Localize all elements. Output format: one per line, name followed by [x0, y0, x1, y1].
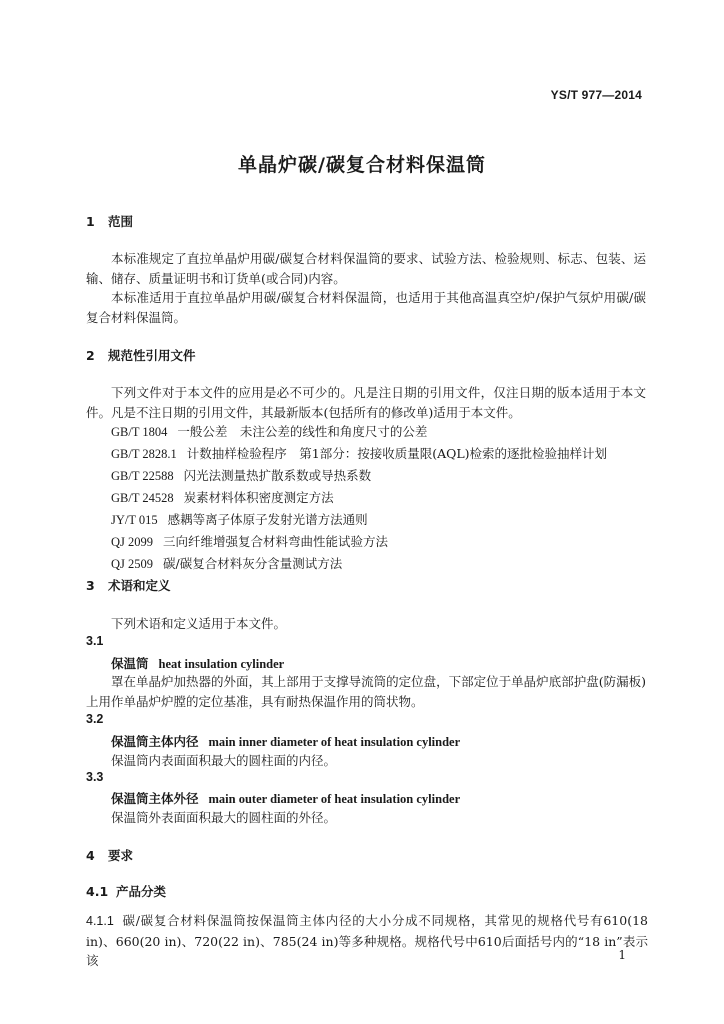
reference-code: JY/T 015 [111, 513, 158, 527]
reference-name: 闪光法测量热扩散系数或导热系数 [183, 468, 372, 483]
page-number: 1 [618, 948, 626, 962]
reference-name: 一般公差 未注公差的线性和角度尺寸的公差 [177, 424, 428, 439]
section-4-heading [86, 846, 133, 864]
section-number: 2 [86, 348, 95, 363]
section-1-paragraph-2: 本标准适用于直拉单晶炉用碳/碳复合材料保温筒，也适用于其他高温真空炉/保护气氛炉用碳/碳复合材料保温筒。 [86, 290, 646, 325]
term-definition: 罩在单晶炉加热器的外面，其上部用于支撑导流筒的定位盘，下部定位于单晶炉底部护盘(防漏板)上用作单晶炉炉膛的定位基准，具有耐热保温作用的筒状物。 [86, 674, 646, 709]
term-number: 3.1 [86, 634, 104, 648]
subsection-number: 4.1 [86, 884, 109, 899]
reference-name: 碳/碳复合材料灰分含量测试方法 [163, 556, 343, 571]
reference-code: QJ 2099 [111, 535, 154, 549]
term-chinese: 保温筒 [111, 656, 149, 671]
term-definition: 保温筒内表面面积最大的圆柱面的内径。 [111, 753, 337, 768]
reference-name: 炭素材料体积密度测定方法 [183, 490, 334, 505]
term-heading [111, 789, 460, 807]
reference-code: QJ 2509 [111, 557, 154, 571]
section-title: 规范性引用文件 [108, 348, 196, 363]
section-title: 术语和定义 [108, 578, 171, 593]
subsection-title: 产品分类 [116, 884, 167, 899]
reference-name: 感耦等离子体原子发射光谱方法通则 [167, 512, 368, 527]
reference-code: GB/T 1804 [111, 425, 168, 439]
term-english: main inner diameter of heat insulation cylinder [208, 735, 461, 749]
reference-code: GB/T 24528 [111, 491, 174, 505]
section-number: 4 [86, 848, 95, 863]
reference-code: GB/T 22588 [111, 469, 174, 483]
subsection-heading [86, 882, 166, 900]
term-number: 3.3 [86, 770, 104, 784]
reference-item [111, 444, 607, 462]
reference-item [111, 422, 427, 440]
section-1-heading [86, 212, 133, 230]
reference-name: 计数抽样检验程序 第1部分：按接收质量限(AQL)检索的逐批检验抽样计划 [186, 446, 608, 461]
section-3-paragraph-1: 下列术语和定义适用于本文件。 [111, 616, 287, 631]
clause-text: 碳/碳复合材料保温筒按保温筒主体内径的大小分成不同规格，其常见的规格代号有610(18 in)、660(20 in)、720(22 in)、785(24 in)等多种规格。规格代号中610后面括号内的“18 in”表示该 [86, 913, 648, 968]
reference-item [111, 466, 371, 484]
term-english: heat insulation cylinder [158, 657, 285, 671]
term-chinese: 保温筒主体内径 [111, 734, 199, 749]
term-definition: 保温筒外表面面积最大的圆柱面的外径。 [111, 810, 337, 825]
section-title: 要求 [108, 848, 134, 863]
term-english: main outer diameter of heat insulation cylinder [208, 792, 461, 806]
clause-4-1-1 [86, 911, 648, 971]
section-2-paragraph-1: 下列文件对于本文件的应用是必不可少的。凡是注日期的引用文件，仅注日期的版本适用于本文件。凡是不注日期的引用文件，其最新版本(包括所有的修改单)适用于本文件。 [86, 385, 646, 420]
section-3-heading [86, 576, 171, 594]
standard-code: YS/T 977—2014 [550, 88, 642, 102]
reference-item [111, 554, 342, 572]
reference-item [111, 488, 334, 506]
document-title: 单晶炉碳/碳复合材料保温筒 [238, 154, 486, 176]
term-heading [111, 732, 460, 750]
section-1-paragraph-1: 本标准规定了直拉单晶炉用碳/碳复合材料保温筒的要求、试验方法、检验规则、标志、包装、运输、储存、质量证明书和订货单(或合同)内容。 [86, 251, 646, 286]
reference-code: GB/T 2828.1 [111, 447, 177, 461]
term-number: 3.2 [86, 712, 104, 726]
reference-name: 三向纤维增强复合材料弯曲性能试验方法 [163, 534, 389, 549]
reference-item [111, 510, 368, 528]
term-heading [111, 654, 284, 672]
clause-number: 4.1.1 [86, 914, 114, 928]
section-number: 1 [86, 214, 95, 229]
section-title: 范围 [108, 214, 134, 229]
reference-item [111, 532, 388, 550]
term-chinese: 保温筒主体外径 [111, 791, 199, 806]
section-number: 3 [86, 578, 95, 593]
section-2-heading [86, 346, 196, 364]
